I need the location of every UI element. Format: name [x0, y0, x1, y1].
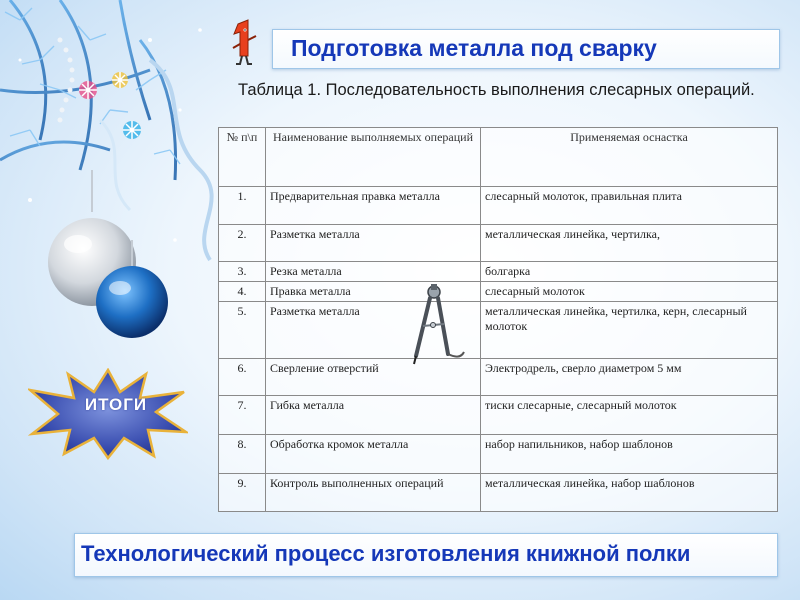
- row-operation: Сверление отверстий: [266, 359, 481, 396]
- header-equipment: Применяемая оснастка: [481, 128, 778, 187]
- row-number: 1.: [219, 187, 266, 225]
- table-header-row: [219, 128, 778, 187]
- table-row: [219, 396, 778, 435]
- row-operation: Правка металла: [266, 282, 481, 302]
- row-operation: Обработка кромок металла: [266, 435, 481, 474]
- row-operation: Гибка металла: [266, 396, 481, 435]
- row-equipment: тиски слесарные, слесарный молоток: [481, 396, 778, 435]
- table-row: [219, 435, 778, 474]
- row-equipment: металлическая линейка, набор шаблонов: [481, 474, 778, 512]
- row-operation: Разметка металла: [266, 225, 481, 262]
- row-equipment: металлическая линейка, чертилка, керн, слесарный молоток: [481, 302, 778, 359]
- slide-title-box: [272, 29, 780, 69]
- table-row: [219, 282, 778, 302]
- operations-table: [218, 127, 778, 512]
- row-equipment: Электродрель, сверло диаметром 5 мм: [481, 359, 778, 396]
- row-operation: Разметка металла: [266, 302, 481, 359]
- table-row: [219, 474, 778, 512]
- row-operation: Резка металла: [266, 262, 481, 282]
- row-number: 4.: [219, 282, 266, 302]
- row-number: 7.: [219, 396, 266, 435]
- table-row: [219, 187, 778, 225]
- row-number: 6.: [219, 359, 266, 396]
- table-caption: Таблица 1. Последовательность выполнения слесарных операций.: [238, 81, 755, 99]
- row-equipment: металлическая линейка, чертилка,: [481, 225, 778, 262]
- header-operation: Наименование выполняемых операций: [266, 128, 481, 187]
- compass-icon: [408, 282, 468, 367]
- itogi-label: ИТОГИ: [84, 395, 148, 414]
- slide-title: Подготовка металла под сварку: [291, 35, 657, 61]
- table-row: [219, 262, 778, 282]
- row-equipment: набор напильников, набор шаблонов: [481, 435, 778, 474]
- row-operation: Контроль выполненных операций: [266, 474, 481, 512]
- row-number: 3.: [219, 262, 266, 282]
- header-number: № п\п: [219, 128, 266, 187]
- table-row: [219, 302, 778, 359]
- row-number: 8.: [219, 435, 266, 474]
- footer-title-box: [74, 533, 778, 577]
- row-operation: Предварительная правка металла: [266, 187, 481, 225]
- row-number: 2.: [219, 225, 266, 262]
- christmas-decoration-image: [0, 0, 220, 360]
- table-row: [219, 225, 778, 262]
- table-row: [219, 359, 778, 396]
- row-number: 5.: [219, 302, 266, 359]
- itogi-button[interactable]: [28, 368, 188, 460]
- number-one-figure-icon: [228, 18, 260, 66]
- row-equipment: слесарный молоток, правильная плита: [481, 187, 778, 225]
- row-equipment: слесарный молоток: [481, 282, 778, 302]
- footer-title: Технологический процесс изготовления книжной полки: [81, 541, 691, 566]
- row-number: 9.: [219, 474, 266, 512]
- row-equipment: болгарка: [481, 262, 778, 282]
